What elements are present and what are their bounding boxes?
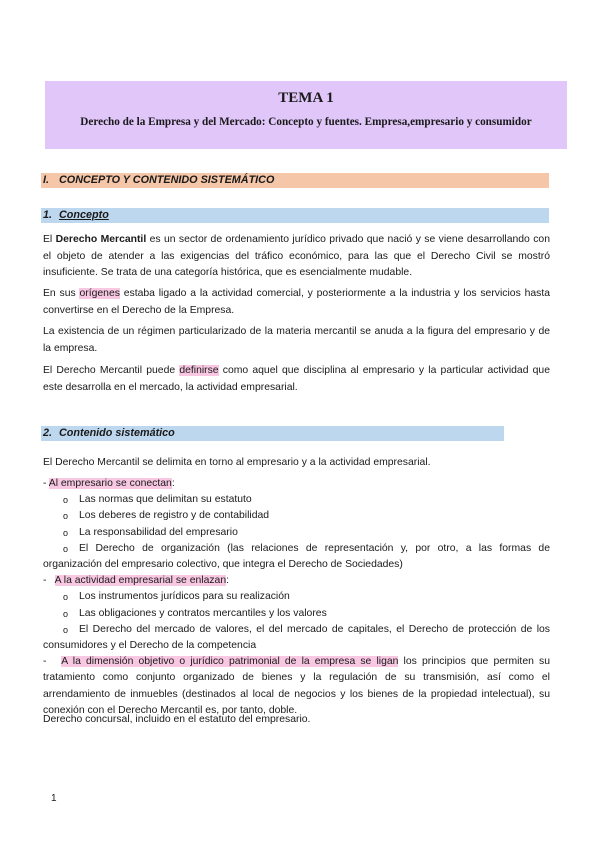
- sub-list-actividad: [43, 589, 550, 621]
- list-item: [43, 541, 550, 573]
- text-run: los principios que permiten su tratamiento como conjunto organizado de bienes y la regulación de su transmisión, así como el arrendamiento de inmuebles (destinados al local de negocios y los bienes de la propiedad intelectual), su conexión con el Derecho Mercantil es, por tanto, doble.: [43, 656, 550, 716]
- subheading-contenido: [41, 426, 504, 441]
- list-item-text: Las normas que delimitan su estatuto: [79, 494, 252, 506]
- list-item: [63, 525, 550, 541]
- text-run: En sus: [43, 288, 80, 299]
- text-run: El: [43, 234, 56, 245]
- list-item: [63, 606, 550, 622]
- highlighted-term: orígenes: [79, 288, 120, 299]
- list-item: [43, 622, 550, 654]
- bullet-icon: o: [63, 543, 69, 554]
- highlighted-term: definirse: [179, 365, 219, 376]
- highlighted-term: A la dimensión objetivo o jurídico patrimonial de la empresa se ligan: [61, 656, 399, 668]
- list-item: [63, 492, 550, 508]
- paragraph-concepto-2: [43, 286, 550, 319]
- list-item-text: Las obligaciones y contratos mercantiles y los valores: [79, 607, 327, 619]
- list-group-empresario: [43, 476, 550, 492]
- list-item: [63, 508, 550, 524]
- subheading-concepto: [41, 208, 549, 223]
- section-number: I.: [43, 174, 49, 186]
- list-item: [63, 589, 550, 605]
- text-run: como aquel que disciplina al empresario y la particular actividad que este desarrolla en el mercado, la actividad empresarial.: [43, 365, 550, 393]
- page-subtitle: Derecho de la Empresa y del Mercado: Concepto y fuentes. Empresa,empresario y consumidor: [80, 116, 532, 128]
- paragraph-closing: Derecho concursal, incluido en el estatuto del empresario.: [43, 714, 311, 725]
- content-list: [43, 476, 550, 719]
- sub-list-empresario: [43, 492, 550, 541]
- paragraph-concepto-4: [43, 363, 550, 396]
- list-item-text: El Derecho de organización (las relaciones de representación y, por otro, a las formas de organización del empresario colectivo, que integra el Derecho de Sociedades): [43, 542, 550, 571]
- bold-term: Derecho Mercantil: [55, 234, 147, 245]
- section-heading-concepto-contenido: [41, 173, 549, 188]
- text-run: El Derecho Mercantil puede: [43, 365, 180, 376]
- bullet-icon: o: [63, 511, 69, 522]
- list-item-text: La responsabilidad del empresario: [79, 526, 238, 538]
- paragraph-concepto-3: La existencia de un régimen particularizado de la materia mercantil se anuda a la figura del empresario y de la empresa.: [43, 326, 550, 354]
- section-label: CONCEPTO Y CONTENIDO SISTEMÁTICO: [59, 174, 275, 186]
- list-item-text: Los deberes de registro y de contabilidad: [79, 510, 270, 522]
- subheading-number: 1.: [43, 209, 53, 221]
- list-item-text: El Derecho del mercado de valores, el del mercado de capitales, el Derecho de protección de los consumidores y el Derecho de la competencia: [43, 623, 550, 652]
- page-number: 1: [51, 793, 57, 804]
- dash: -: [43, 656, 62, 668]
- bullet-icon: o: [63, 624, 69, 635]
- list-group-dimension: [43, 654, 550, 719]
- highlighted-term: A la actividad empresarial se enlazan: [54, 575, 227, 587]
- bullet-icon: o: [63, 592, 69, 603]
- highlighted-term: Al empresario se conectan: [48, 478, 172, 489]
- paragraph-concepto-1: [43, 232, 550, 282]
- bullet-icon: o: [63, 608, 69, 619]
- subheading-label: Concepto: [59, 209, 109, 221]
- text-run: es un sector de ordenamiento jurídico privado que nació y se viene desarrollando con el objeto de atender a las exigencias del tráfico económico, para las que el Derecho Civil se mostró insuficiente. Se trata de una categoría histórica, que es esencialmente mudable.: [43, 234, 550, 278]
- list-group-actividad: [43, 573, 550, 589]
- subheading-number: 2.: [43, 427, 53, 439]
- text-run: estaba ligado a la actividad comercial, y posteriormente a la industria y los servicios hasta convertirse en el Derecho de la Empresa.: [43, 288, 550, 316]
- title-box: [45, 81, 567, 149]
- text-run: :: [171, 478, 175, 489]
- page-title: TEMA 1: [278, 90, 334, 106]
- subheading-label: Contenido sistemático: [59, 427, 175, 439]
- paragraph-contenido-intro: El Derecho Mercantil se delimita en torno al empresario y a la actividad empresarial.: [43, 457, 431, 468]
- dash: -: [43, 575, 55, 587]
- text-run: :: [226, 575, 229, 587]
- dash: -: [43, 478, 49, 489]
- list-item-text: Los instrumentos jurídicos para su realización: [79, 591, 290, 603]
- bullet-icon: o: [63, 527, 69, 538]
- bullet-icon: o: [63, 495, 69, 506]
